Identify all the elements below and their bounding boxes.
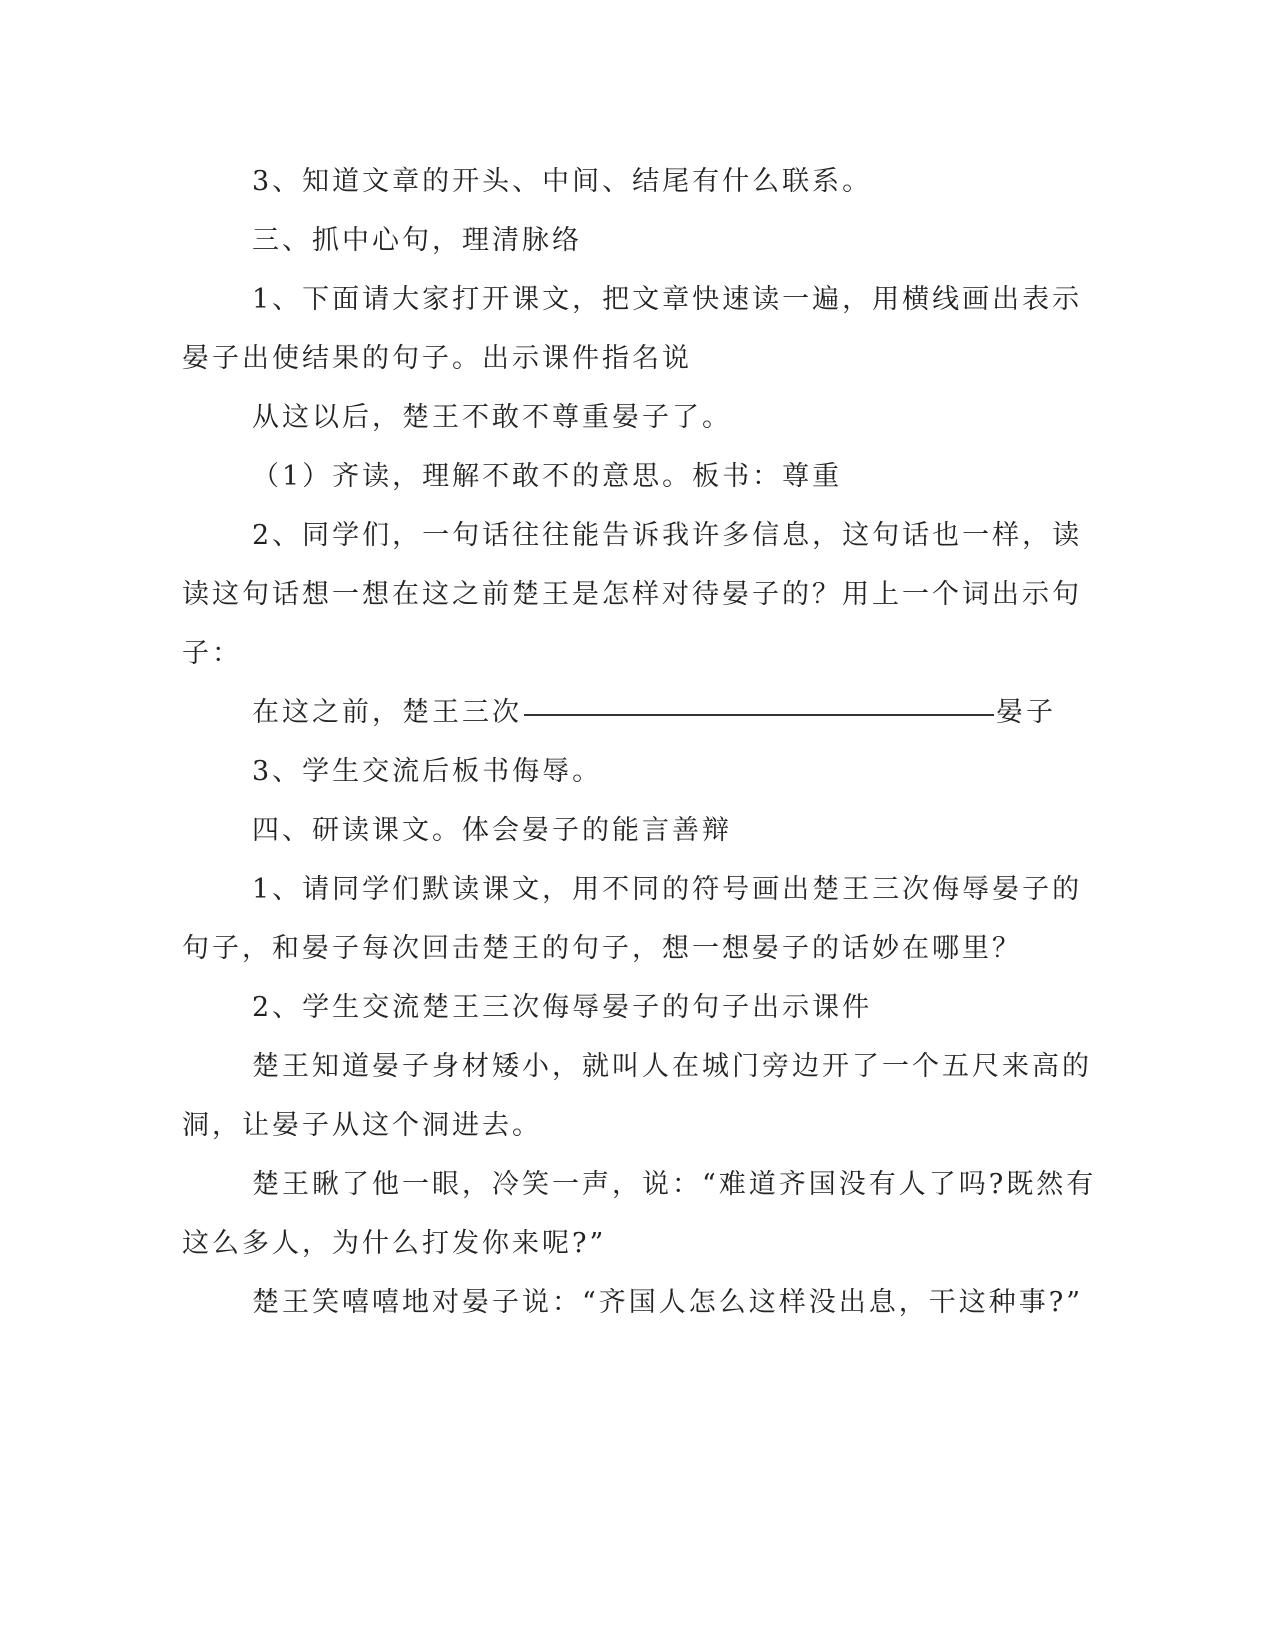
quoted-sentence: 从这以后，楚王不敢不尊重晏子了。 — [252, 402, 732, 433]
paragraph-line: 3、知道文章的开头、中间、结尾有什么联系。 — [252, 166, 873, 197]
paragraph-line: 子： — [182, 638, 242, 669]
paragraph-line: 读这句话想一想在这之前楚王是怎样对待晏子的？用上一个词出示句 — [182, 579, 1082, 610]
quoted-sentence: 楚王笑嘻嘻地对晏子说：“齐国人怎么这样没出息，干这种事?” — [252, 1287, 1084, 1318]
paragraph-line: 晏子出使结果的句子。出示课件指名说 — [182, 343, 692, 374]
paragraph-line: （1）齐读，理解不敢不的意思。板书：尊重 — [252, 461, 843, 492]
section-heading: 三、抓中心句，理清脉络 — [252, 225, 582, 256]
quoted-sentence: 洞，让晏子从这个洞进去。 — [182, 1110, 542, 1141]
paragraph-line: 2、同学们，一句话往往能告诉我许多信息，这句话也一样，读 — [252, 520, 1083, 551]
quoted-sentence: 楚王瞅了他一眼，冷笑一声，说：“难道齐国没有人了吗?既然有 — [252, 1169, 1097, 1200]
blank-prefix: 在这之前，楚王三次 — [252, 697, 522, 728]
paragraph-line: 3、学生交流后板书侮辱。 — [252, 756, 603, 787]
quoted-sentence: 这么多人，为什么打发你来呢?” — [182, 1228, 607, 1259]
blank-rule — [524, 714, 994, 716]
paragraph-line: 1、下面请大家打开课文，把文章快速读一遍，用横线画出表示 — [252, 284, 1083, 315]
paragraph-line: 句子，和晏子每次回击楚王的句子，想一想晏子的话妙在哪里？ — [182, 933, 1022, 964]
paragraph-line: 1、请同学们默读课文，用不同的符号画出楚王三次侮辱晏子的 — [252, 874, 1083, 905]
fill-in-blank-sentence — [252, 693, 1062, 733]
blank-suffix: 晏子 — [996, 697, 1056, 728]
paragraph-line: 2、学生交流楚王三次侮辱晏子的句子出示课件 — [252, 992, 873, 1023]
section-heading: 四、研读课文。体会晏子的能言善辩 — [252, 815, 732, 846]
quoted-sentence: 楚王知道晏子身材矮小，就叫人在城门旁边开了一个五尺来高的 — [252, 1051, 1092, 1082]
